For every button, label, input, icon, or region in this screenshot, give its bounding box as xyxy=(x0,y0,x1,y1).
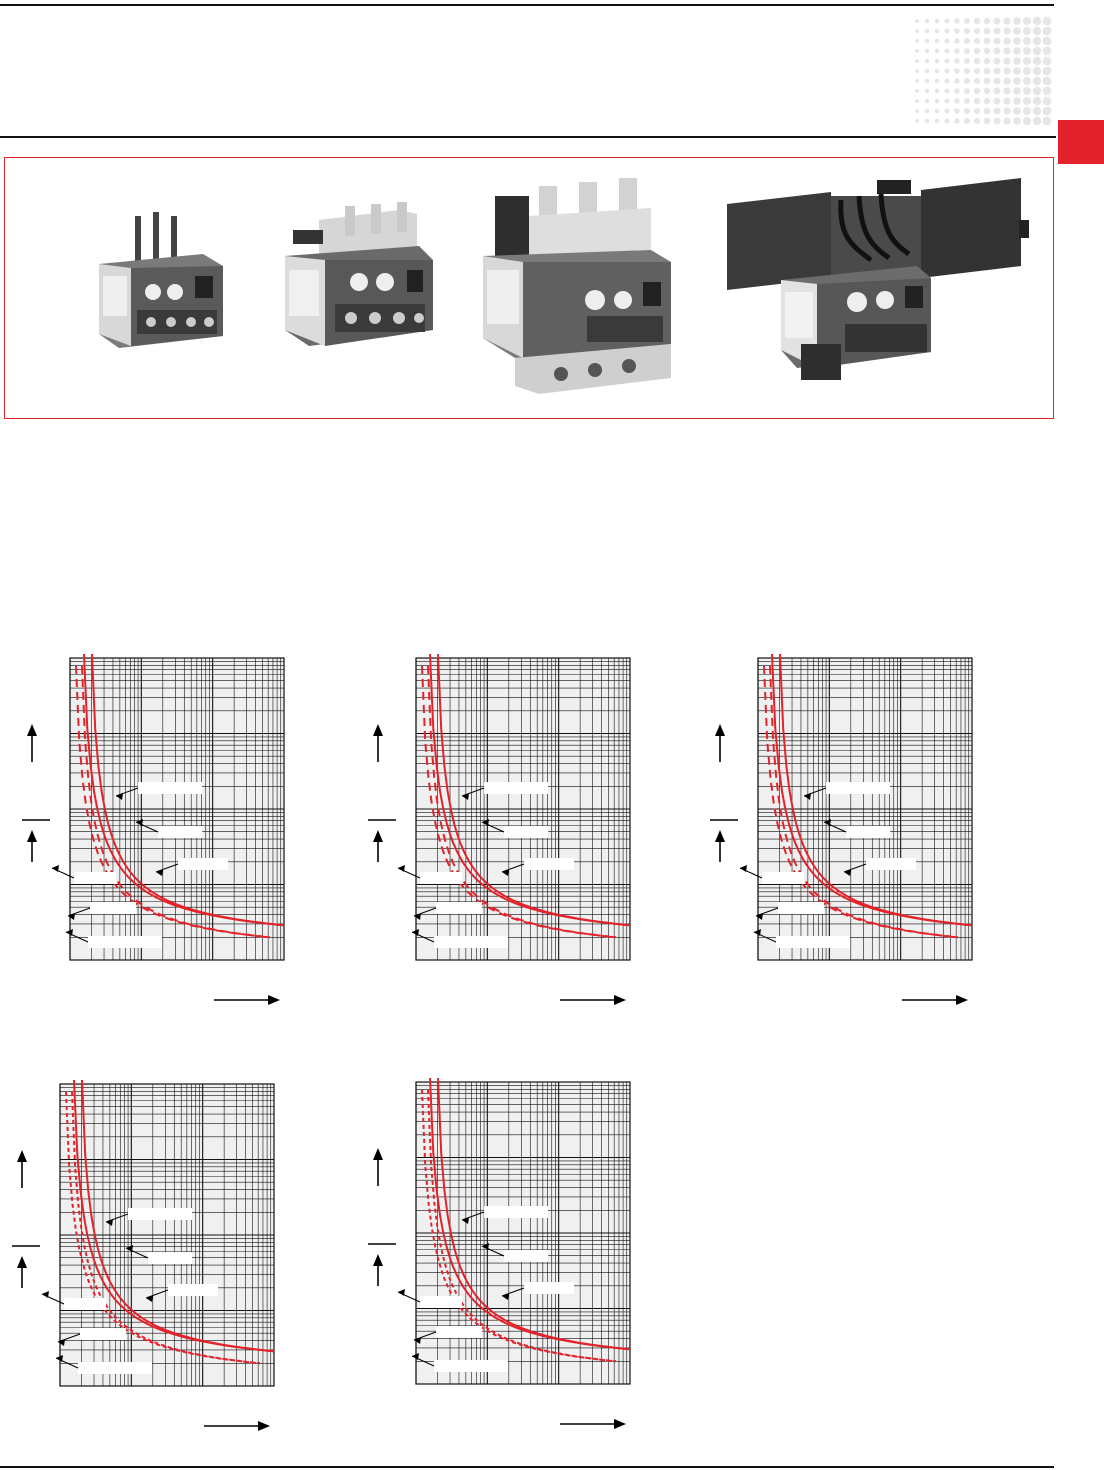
dot xyxy=(994,38,1001,45)
dot xyxy=(984,78,991,85)
dot xyxy=(1003,107,1010,114)
dot xyxy=(935,19,940,24)
dot xyxy=(974,68,980,74)
dot xyxy=(984,68,991,75)
curve-label-box xyxy=(128,1208,192,1220)
chart-1-plot xyxy=(18,652,290,1014)
header-bottom-rule xyxy=(0,136,1056,138)
dot xyxy=(974,28,980,34)
dot xyxy=(915,99,919,103)
arrow-head-icon xyxy=(373,1148,383,1160)
dot xyxy=(1043,27,1052,36)
dot xyxy=(1023,87,1031,95)
dot xyxy=(925,79,929,83)
dot xyxy=(915,39,919,43)
overload-relay-small-image xyxy=(91,206,231,356)
dot xyxy=(935,49,940,54)
dot xyxy=(1043,47,1052,56)
dot xyxy=(964,108,970,114)
dot xyxy=(1043,77,1052,86)
dot xyxy=(1043,17,1052,26)
dot xyxy=(925,49,929,53)
overload-relay-electronic-image xyxy=(721,174,1031,384)
arrow-head-icon xyxy=(373,1254,383,1266)
arrow-head-icon xyxy=(42,1291,49,1298)
dot xyxy=(994,118,1001,125)
dot xyxy=(954,78,959,83)
arrow-head-icon xyxy=(258,1421,270,1431)
dot xyxy=(925,29,929,33)
chart-2-plot xyxy=(364,652,636,1014)
arrow-head-icon xyxy=(614,995,626,1005)
curve-label-box xyxy=(64,1298,106,1310)
dot xyxy=(994,28,1001,35)
dot xyxy=(935,99,940,104)
dot xyxy=(925,109,929,113)
dot xyxy=(974,108,980,114)
arrow-head-icon xyxy=(398,1289,405,1296)
arrow-head-icon xyxy=(27,724,37,736)
dot xyxy=(944,68,949,73)
curve-label-box xyxy=(524,1282,574,1294)
dot xyxy=(974,98,980,104)
dot xyxy=(944,118,949,123)
section-tab xyxy=(1058,120,1104,164)
dot xyxy=(1033,97,1041,105)
arrow-head-icon xyxy=(614,1419,626,1429)
dot xyxy=(925,19,929,23)
dot xyxy=(1043,67,1052,76)
dot xyxy=(1003,117,1010,124)
dot xyxy=(944,88,949,93)
tripping-curve-chart-3 xyxy=(706,652,978,1014)
dot xyxy=(944,78,949,83)
dot xyxy=(964,88,970,94)
top-rule xyxy=(0,4,1054,6)
curve-label-box xyxy=(778,902,824,914)
dot xyxy=(974,88,980,94)
dot xyxy=(954,18,959,23)
dot xyxy=(1023,27,1031,35)
dot xyxy=(974,118,980,124)
curve-label-box xyxy=(420,1296,462,1308)
dot xyxy=(915,119,919,123)
dot xyxy=(1023,67,1031,75)
curve-label-box xyxy=(484,782,548,794)
dot xyxy=(1043,87,1052,96)
curve-label-box xyxy=(148,1252,192,1264)
dot xyxy=(1003,87,1010,94)
dot xyxy=(1043,57,1052,66)
curve-label-box xyxy=(178,858,228,870)
dot xyxy=(915,59,919,63)
dot xyxy=(915,29,919,33)
dot xyxy=(954,118,959,123)
dot xyxy=(1033,107,1041,115)
dot xyxy=(954,38,959,43)
dot xyxy=(974,18,980,24)
dot xyxy=(964,78,970,84)
curve-label-box xyxy=(504,826,548,838)
dot xyxy=(984,108,991,115)
arrow-head-icon xyxy=(398,865,405,872)
dot xyxy=(1003,97,1010,104)
dot xyxy=(1043,117,1052,126)
dot xyxy=(984,18,991,25)
dot xyxy=(915,19,919,23)
dot xyxy=(1043,37,1052,46)
curve-label-box xyxy=(90,902,136,914)
curve-label-box xyxy=(436,902,482,914)
arrow-head-icon xyxy=(17,1150,27,1162)
dot xyxy=(994,18,1001,25)
product-photo-panel xyxy=(4,157,1054,419)
curve-label-box xyxy=(78,1362,152,1374)
arrow-head-icon xyxy=(27,830,37,842)
curve-label-box xyxy=(74,872,116,884)
dot xyxy=(1023,37,1031,45)
dot xyxy=(1023,47,1031,55)
dot xyxy=(964,48,970,54)
arrow-head-icon xyxy=(715,724,725,736)
dot xyxy=(984,48,991,55)
dot xyxy=(1003,57,1010,64)
tripping-curve-chart-4 xyxy=(8,1078,280,1440)
arrow-head-icon xyxy=(740,865,747,872)
curve-label-box xyxy=(524,858,574,870)
dot xyxy=(1033,37,1041,45)
dot xyxy=(984,98,991,105)
curve-label-box xyxy=(138,782,202,794)
dot xyxy=(974,38,980,44)
curve-label-box xyxy=(436,1326,482,1338)
dot xyxy=(925,69,929,73)
dot xyxy=(935,89,940,94)
dot xyxy=(1043,107,1052,116)
tripping-curve-chart-5 xyxy=(364,1076,636,1438)
dot xyxy=(935,39,940,44)
dot xyxy=(994,78,1001,85)
dot xyxy=(915,69,919,73)
dot xyxy=(1003,67,1010,74)
tripping-curve-chart-1 xyxy=(18,652,290,1014)
dot xyxy=(1013,107,1021,115)
dot xyxy=(954,48,959,53)
dot xyxy=(1013,47,1021,55)
dot xyxy=(1023,17,1031,25)
dot xyxy=(925,39,929,43)
curve-label-box xyxy=(434,936,508,948)
dot xyxy=(1013,77,1021,85)
dot xyxy=(954,68,959,73)
arrow-head-icon xyxy=(956,995,968,1005)
arrow-head-icon xyxy=(268,995,280,1005)
dot xyxy=(954,28,959,33)
arrow-head-icon xyxy=(17,1256,27,1268)
dot xyxy=(944,58,949,63)
dot xyxy=(915,109,919,113)
dot xyxy=(964,118,970,124)
dot xyxy=(994,48,1001,55)
dot xyxy=(1033,67,1041,75)
dot xyxy=(1033,77,1041,85)
dot xyxy=(954,88,959,93)
dot xyxy=(915,79,919,83)
overload-relay-large-image xyxy=(475,172,675,400)
dot xyxy=(964,58,970,64)
dot xyxy=(944,98,949,103)
tripping-curve-chart-2 xyxy=(364,652,636,1014)
dot xyxy=(925,59,929,63)
curve-label-box xyxy=(826,782,890,794)
dot xyxy=(994,98,1001,105)
arrow-head-icon xyxy=(715,830,725,842)
dot xyxy=(1003,37,1010,44)
dot xyxy=(1033,47,1041,55)
dot xyxy=(1023,117,1031,125)
dot xyxy=(925,119,929,123)
dot xyxy=(954,108,959,113)
dot xyxy=(1033,117,1041,125)
dot xyxy=(984,88,991,95)
arrow-head-icon xyxy=(52,865,59,872)
dot xyxy=(1003,77,1010,84)
chart-5-plot xyxy=(364,1076,636,1438)
curve-label-box xyxy=(88,936,162,948)
dot xyxy=(935,109,940,114)
dot xyxy=(944,18,949,23)
dot xyxy=(944,48,949,53)
curve-label-box xyxy=(762,872,804,884)
chart-4-plot xyxy=(8,1078,280,1440)
dot xyxy=(935,59,940,64)
dot xyxy=(1013,37,1021,45)
curve-label-box xyxy=(434,1360,508,1372)
dot xyxy=(935,69,940,74)
curve-label-box xyxy=(80,1328,126,1340)
dot xyxy=(1023,97,1031,105)
curve-label-box xyxy=(168,1284,218,1296)
dot xyxy=(1013,97,1021,105)
curve-label-box xyxy=(484,1206,548,1218)
dot xyxy=(925,89,929,93)
arrow-head-icon xyxy=(373,830,383,842)
dot xyxy=(974,58,980,64)
dot xyxy=(1033,27,1041,35)
dot xyxy=(935,79,940,84)
dot xyxy=(954,98,959,103)
dot xyxy=(1003,27,1010,34)
dot xyxy=(1043,97,1052,106)
chart-3-plot xyxy=(706,652,978,1014)
dot xyxy=(915,49,919,53)
dot xyxy=(1033,87,1041,95)
dot xyxy=(994,88,1001,95)
dot xyxy=(1013,27,1021,35)
dot xyxy=(1023,57,1031,65)
dot xyxy=(974,48,980,54)
dot xyxy=(964,68,970,74)
dot xyxy=(944,108,949,113)
dot xyxy=(1033,17,1041,25)
dot xyxy=(1013,87,1021,95)
dot xyxy=(1013,117,1021,125)
dot xyxy=(994,58,1001,65)
dot xyxy=(984,28,991,35)
footer-rule xyxy=(0,1466,1054,1468)
dot xyxy=(964,28,970,34)
dot xyxy=(1013,67,1021,75)
dot xyxy=(935,29,940,34)
dot xyxy=(1013,17,1021,25)
dot xyxy=(974,78,980,84)
dot xyxy=(1013,57,1021,65)
dot xyxy=(935,119,940,124)
dot-pattern-icon xyxy=(912,16,1052,126)
dot xyxy=(994,68,1001,75)
dot xyxy=(925,99,929,103)
dot xyxy=(944,38,949,43)
dot xyxy=(944,28,949,33)
curve-label-box xyxy=(866,858,916,870)
curve-label-box xyxy=(158,826,202,838)
dot xyxy=(984,58,991,65)
arrow-head-icon xyxy=(373,724,383,736)
dot xyxy=(964,38,970,44)
dot xyxy=(1023,77,1031,85)
dot xyxy=(964,98,970,104)
dot xyxy=(1003,17,1010,24)
dot xyxy=(1023,107,1031,115)
dot xyxy=(915,89,919,93)
dot xyxy=(1003,47,1010,54)
dot xyxy=(954,58,959,63)
overload-relay-medium-image xyxy=(279,200,439,360)
curve-label-box xyxy=(776,936,850,948)
dot xyxy=(984,118,991,125)
dot xyxy=(964,18,970,24)
dot xyxy=(994,108,1001,115)
curve-label-box xyxy=(504,1250,548,1262)
curve-label-box xyxy=(846,826,890,838)
dot xyxy=(1033,57,1041,65)
curve-label-box xyxy=(420,872,462,884)
dot xyxy=(984,38,991,45)
